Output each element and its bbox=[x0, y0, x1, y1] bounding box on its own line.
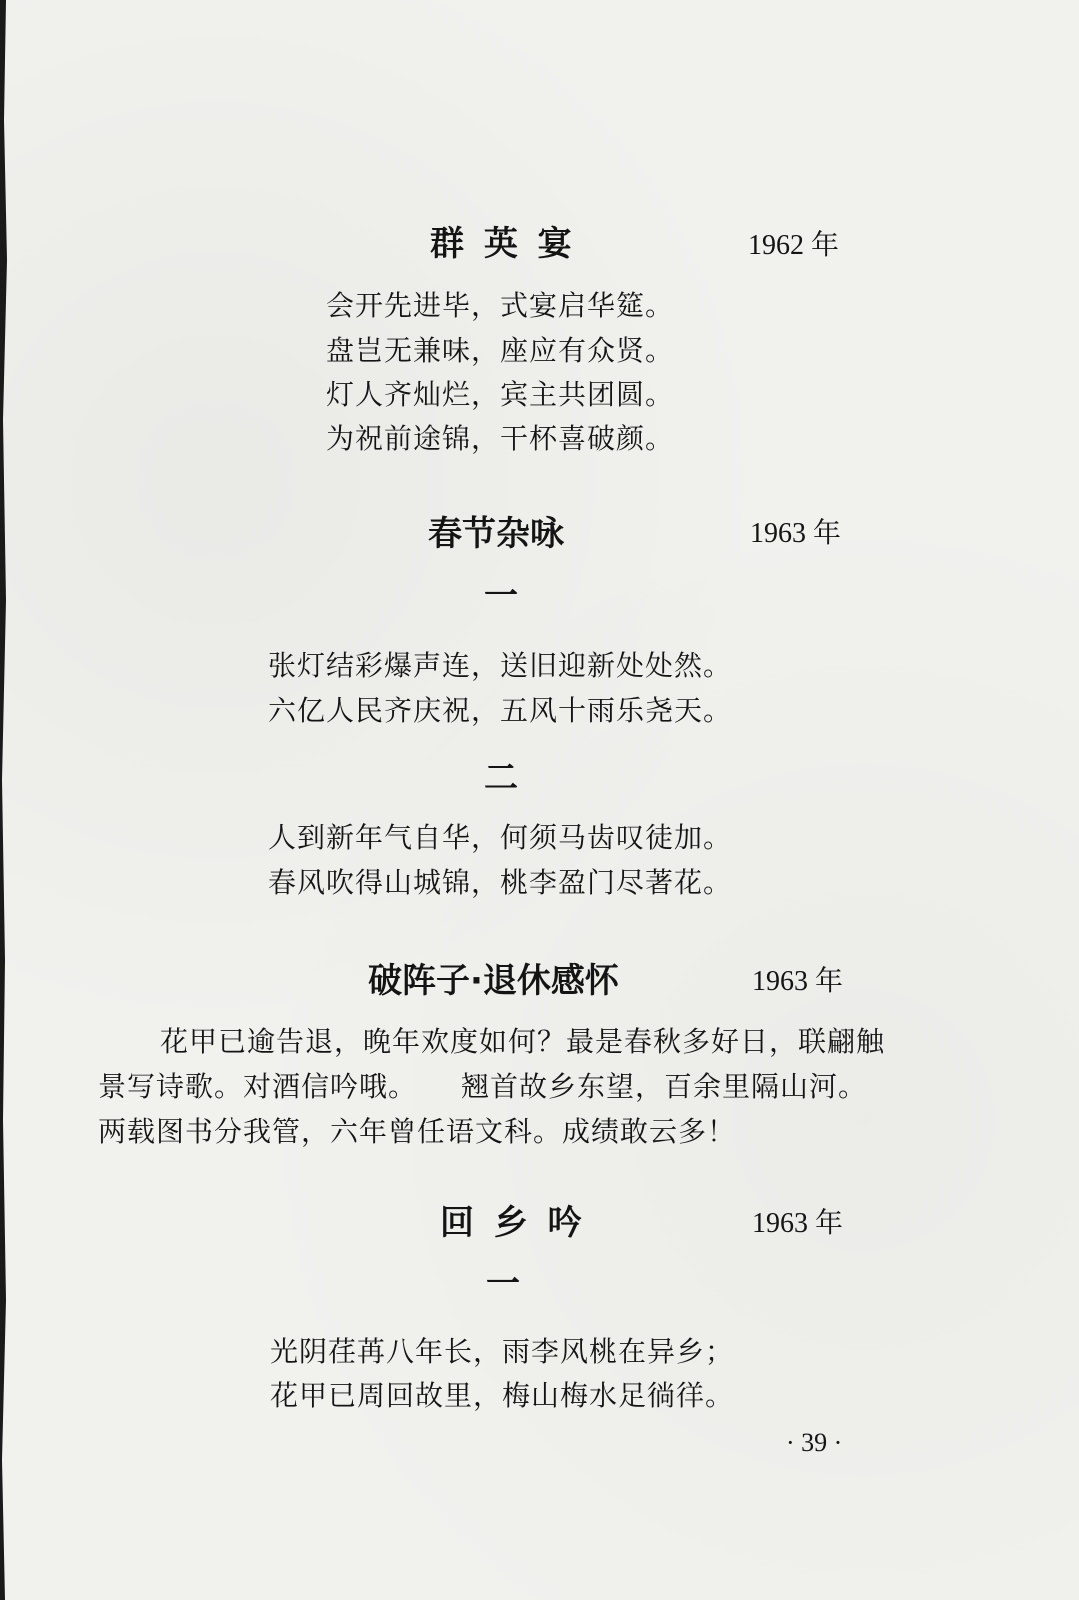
poem-line: 六亿人民齐庆祝，五风十雨乐尧天。 bbox=[268, 694, 733, 727]
poem-line: 光阴荏苒八年长，雨李风桃在异乡； bbox=[270, 1335, 735, 1368]
poem-title: 回 乡 吟 bbox=[440, 1203, 586, 1243]
poem-title: 群 英 宴 bbox=[430, 224, 576, 264]
page-number: · 39 · bbox=[786, 1428, 843, 1457]
poem-line: 会开先进毕，式宴启华筵。 bbox=[326, 289, 675, 322]
section-numeral: 二 bbox=[484, 758, 518, 798]
poem-line: 灯人齐灿烂，宾主共团圆。 bbox=[326, 378, 675, 411]
section-numeral: 一 bbox=[486, 1264, 520, 1304]
torn-page-edge bbox=[0, 0, 14, 1600]
poem-year: 1962 年 bbox=[748, 230, 840, 261]
poem-year: 1963 年 bbox=[752, 1208, 844, 1239]
poem-line: 花甲已逾告退，晚年欢度如何？最是春秋多好日，联翩触 bbox=[160, 1025, 886, 1058]
poem-line: 花甲已周回故里，梅山梅水足徜徉。 bbox=[270, 1379, 735, 1412]
poem-year: 1963 年 bbox=[750, 518, 842, 549]
poem-line: 人到新年气自华，何须马齿叹徒加。 bbox=[268, 821, 733, 854]
poem-line: 两载图书分我管，六年曾任语文科。成绩敢云多！ bbox=[98, 1115, 737, 1148]
poem-line: 盘岂无兼味，座应有众贤。 bbox=[326, 334, 675, 367]
poem-title: 春节杂咏 bbox=[428, 514, 564, 554]
section-numeral: 一 bbox=[484, 576, 518, 616]
poem-line: 为祝前途锦，干杯喜破颜。 bbox=[326, 422, 675, 455]
poem-line: 张灯结彩爆声连，送旧迎新处处然。 bbox=[268, 649, 733, 682]
poem-line: 春风吹得山城锦，桃李盈门尽著花。 bbox=[268, 866, 733, 899]
poem-title: 破阵子·退休感怀 bbox=[368, 961, 619, 1001]
poem-line: 景写诗歌。对酒信吟哦。 翘首故乡东望，百余里隔山河。 bbox=[98, 1070, 868, 1103]
poem-year: 1963 年 bbox=[752, 966, 844, 997]
